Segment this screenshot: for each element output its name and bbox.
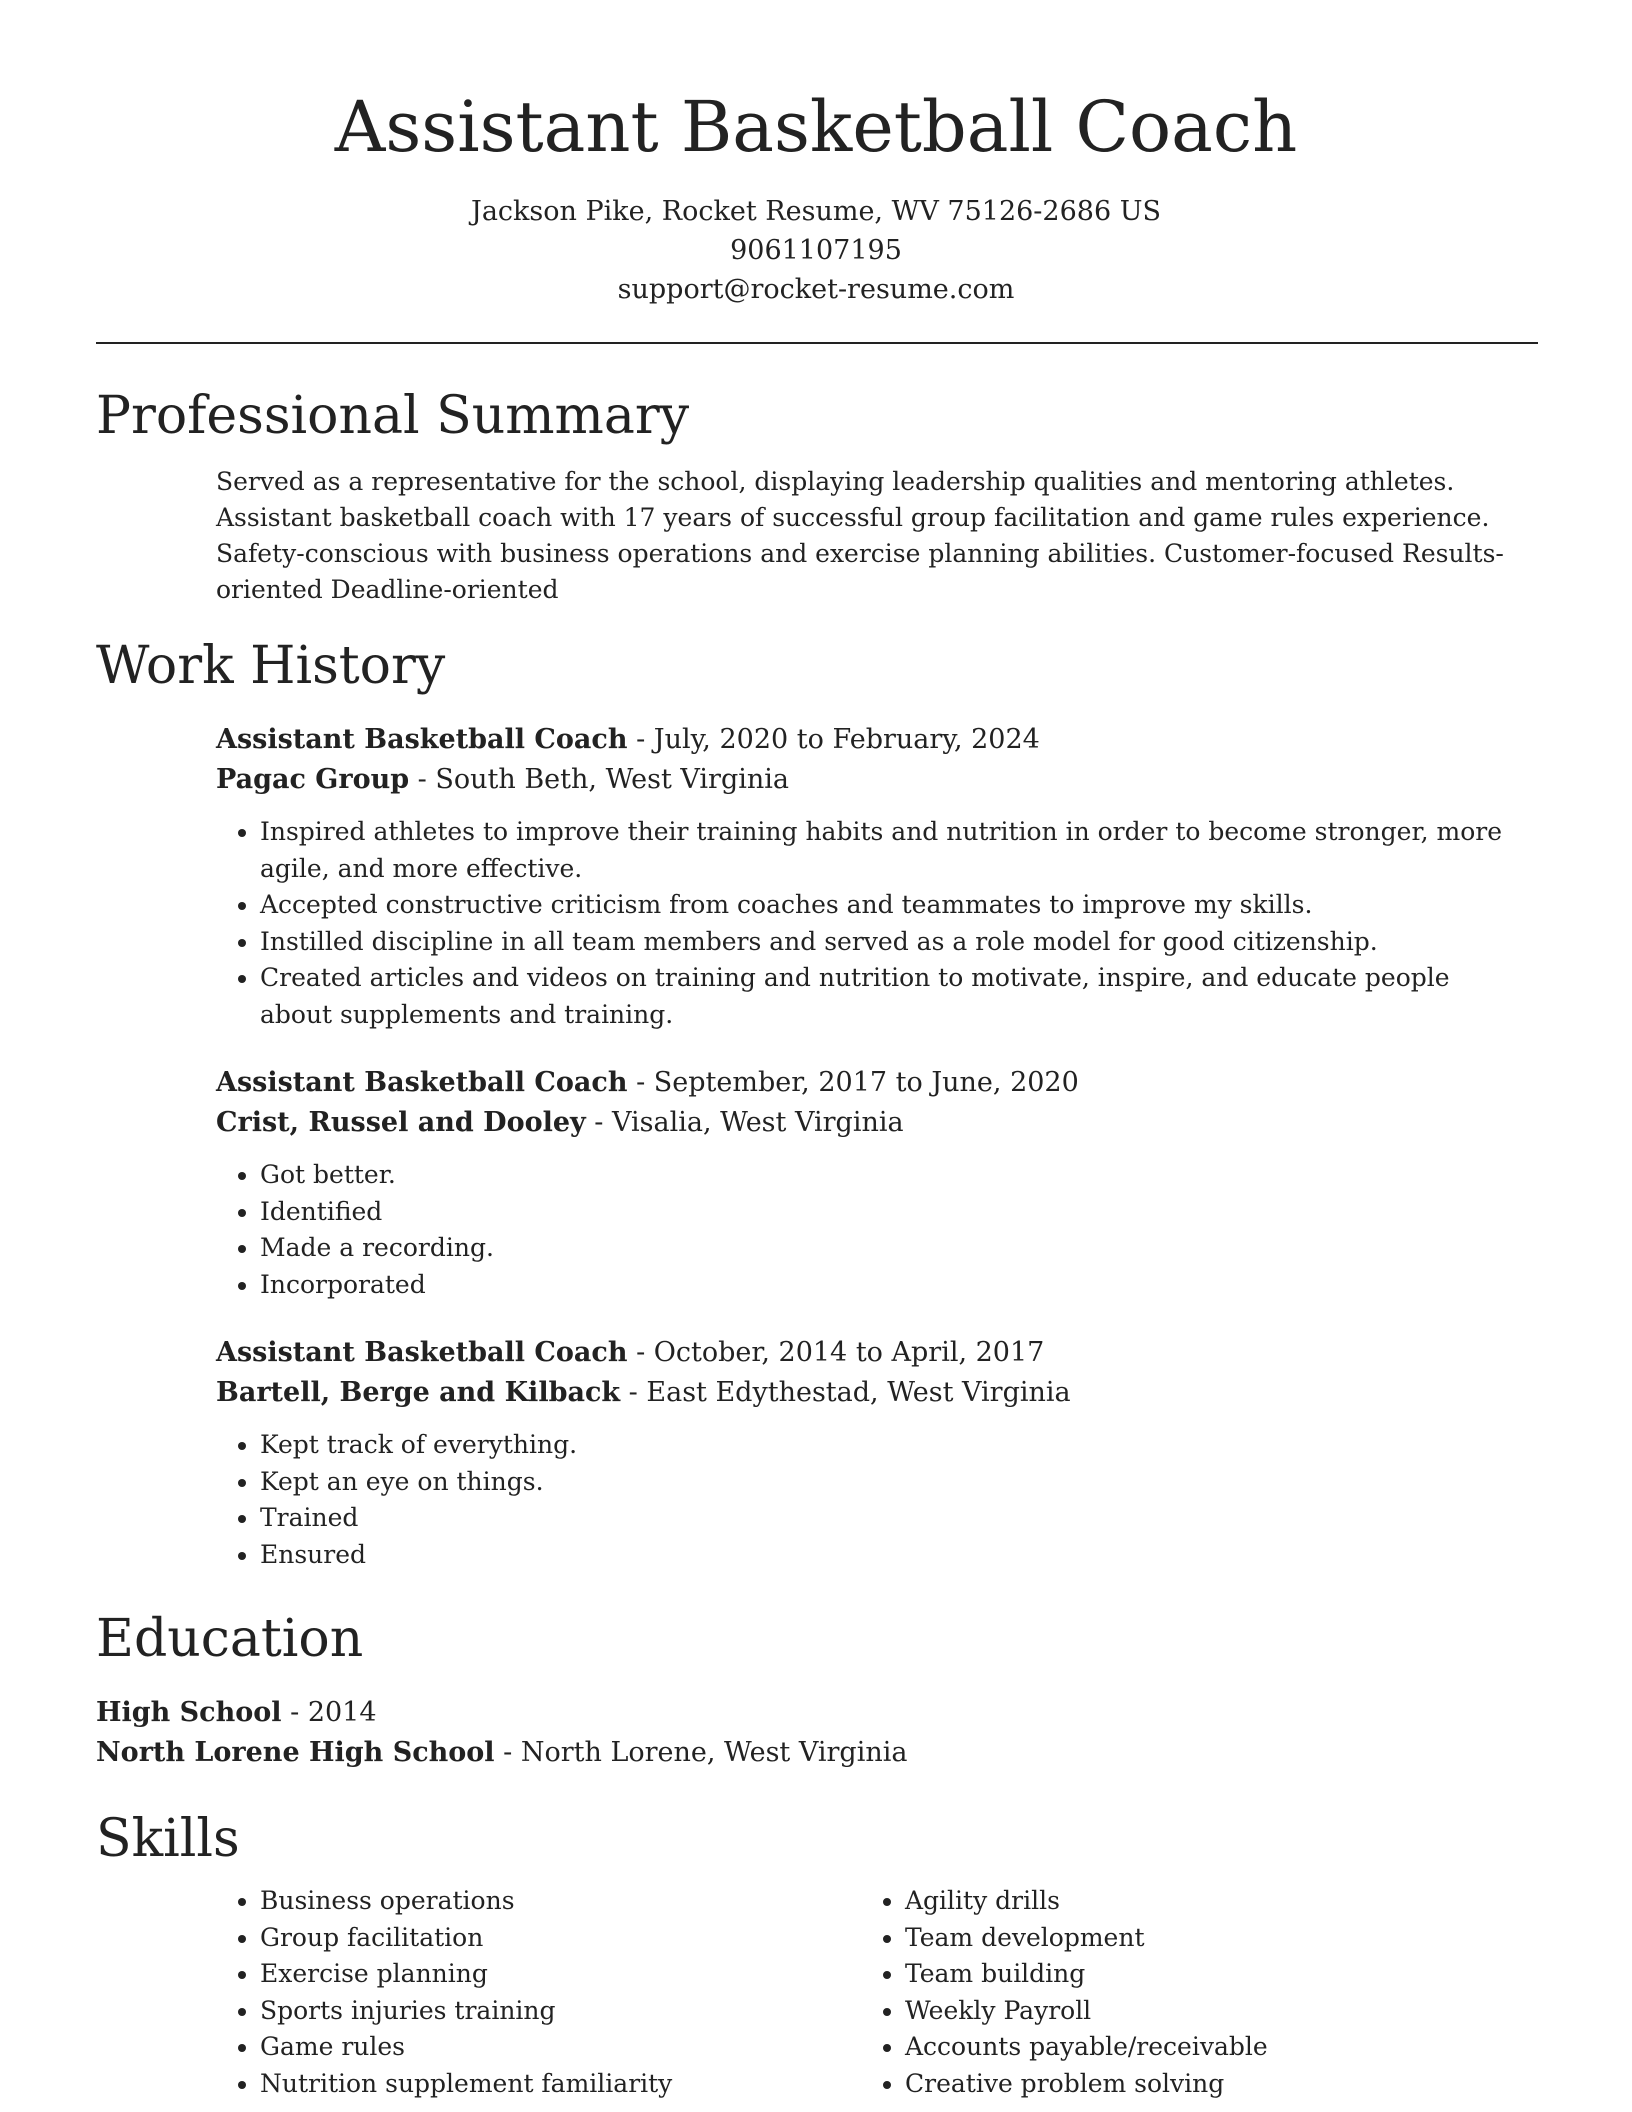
email: support@rocket-resume.com — [617, 274, 1015, 305]
job-dates: - October, 2014 to April, 2017 — [627, 1337, 1045, 1368]
job-location: - East Edythestad, West Virginia — [620, 1377, 1071, 1408]
job-duty: • Accepted constructive criticism from coaches and teammates to improve my skills. — [260, 887, 1506, 924]
education-heading: Education — [96, 1609, 364, 1669]
skills-column-right — [861, 1883, 1506, 2102]
job-entry — [216, 1063, 1506, 1303]
degree: High School — [96, 1697, 282, 1728]
job-duty: • Kept an eye on things. — [260, 1464, 1506, 1501]
skill-item: • Exercise planning — [260, 1956, 861, 1993]
skill-item: • Weekly Payroll — [905, 1993, 1506, 2030]
degree-line — [96, 1693, 1386, 1733]
job-duty: • Kept track of everything. — [260, 1427, 1506, 1464]
job-duty: • Inspired athletes to improve their training habits and nutrition in order to become stronger, more agile, and more effective. — [260, 814, 1506, 887]
resume-title: Assistant Basketball Coach — [334, 86, 1298, 168]
resume-content — [96, 380, 1538, 2102]
job-title-line — [216, 1333, 1506, 1373]
job-location: - South Beth, West Virginia — [409, 764, 789, 795]
header-divider — [96, 342, 1538, 344]
school-line — [96, 1733, 1386, 1773]
job-company: Pagac Group — [216, 764, 410, 795]
job-title: Assistant Basketball Coach — [216, 1337, 628, 1368]
job-duty: • Made a recording. — [260, 1230, 1506, 1267]
job-duty: • Created articles and videos on training and nutrition to motivate, inspire, and educate people about supplements and training. — [260, 960, 1506, 1033]
skill-item: • Group facilitation — [260, 1920, 861, 1957]
job-entry — [216, 720, 1506, 1033]
job-title: Assistant Basketball Coach — [216, 724, 628, 755]
skills-grid — [216, 1883, 1506, 2102]
skill-item: • Sports injuries training — [260, 1993, 861, 2030]
skills-column-left — [216, 1883, 861, 2102]
skill-item: • Team development — [905, 1920, 1506, 1957]
education-entry — [96, 1693, 1386, 1773]
skills-heading: Skills — [96, 1809, 240, 1869]
job-duties — [216, 1157, 1506, 1303]
resume-header — [0, 0, 1632, 309]
job-company-line — [216, 1373, 1506, 1413]
job-location: - Visalia, West Virginia — [585, 1107, 904, 1138]
school-location: - North Lorene, West Virginia — [494, 1737, 908, 1768]
job-title-line — [216, 1063, 1506, 1103]
school-name: North Lorene High School — [96, 1737, 495, 1768]
job-title: Assistant Basketball Coach — [216, 1067, 628, 1098]
job-dates: - July, 2020 to February, 2024 — [627, 724, 1040, 755]
job-duty: • Incorporated — [260, 1267, 1506, 1304]
job-company: Crist, Russel and Dooley — [216, 1107, 586, 1138]
contact-info — [0, 192, 1632, 309]
job-duty: • Identified — [260, 1194, 1506, 1231]
job-duties — [216, 1427, 1506, 1573]
summary-heading: Professional Summary — [96, 386, 690, 446]
job-title-line — [216, 720, 1506, 760]
graduation-year: - 2014 — [281, 1697, 377, 1728]
skill-item: • Team building — [905, 1956, 1506, 1993]
job-company-line — [216, 760, 1506, 800]
job-duty: • Trained — [260, 1500, 1506, 1537]
job-duties — [216, 814, 1506, 1033]
job-company-line — [216, 1103, 1506, 1143]
skill-item: • Nutrition supplement familiarity — [260, 2066, 861, 2103]
job-duty: • Got better. — [260, 1157, 1506, 1194]
work-history-list — [216, 720, 1506, 1573]
phone: 9061107195 — [730, 235, 902, 266]
skill-item: • Business operations — [260, 1883, 861, 1920]
skill-item: • Creative problem solving — [905, 2066, 1506, 2103]
job-duty: • Ensured — [260, 1537, 1506, 1574]
summary-text: Served as a representative for the school, displaying leadership qualities and mentoring athletes. Assistant basketball coach with 17 years of successful group facilitation and game rules experience. Safety-conscious with business operations and exercise planning abilities. Customer-focused Results-oriented Deadline-oriented — [216, 467, 1504, 604]
job-duty: • Instilled discipline in all team members and served as a role model for good citizenship. — [260, 924, 1506, 961]
job-company: Bartell, Berge and Kilback — [216, 1377, 621, 1408]
work-history-heading: Work History — [96, 636, 446, 696]
skill-item: • Agility drills — [905, 1883, 1506, 1920]
job-entry — [216, 1333, 1506, 1573]
skill-item: • Game rules — [260, 2029, 861, 2066]
job-dates: - September, 2017 to June, 2020 — [627, 1067, 1079, 1098]
address: Jackson Pike, Rocket Resume, WV 75126-2686 US — [471, 196, 1161, 227]
skill-item: • Accounts payable/receivable — [905, 2029, 1506, 2066]
